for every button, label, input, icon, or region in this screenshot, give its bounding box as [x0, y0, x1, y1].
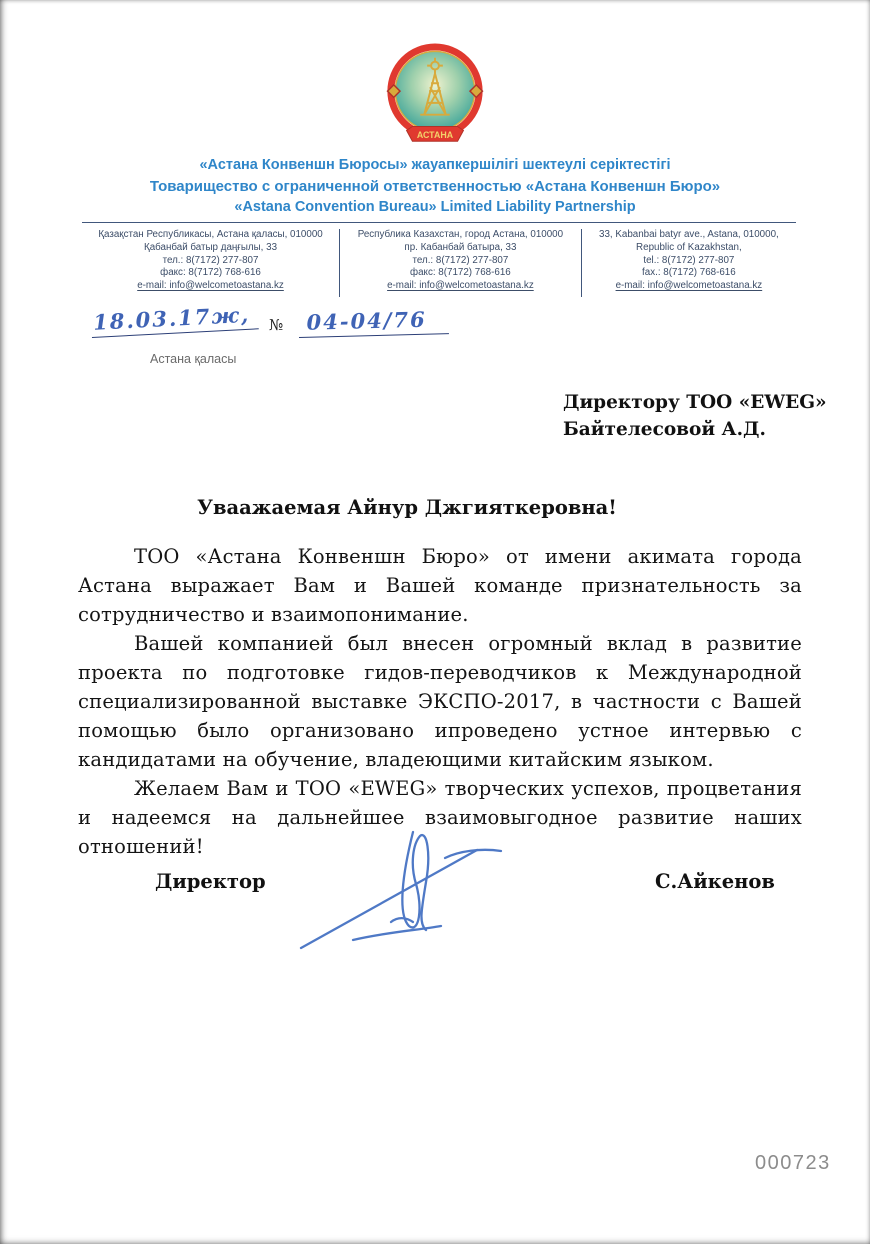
contact-email: e-mail: info@welcometoastana.kz	[615, 280, 763, 292]
handwritten-ref-number: 04-04/76	[299, 306, 450, 338]
contact-line: факс: 8(7172) 768-616	[160, 267, 261, 279]
contact-line: 33, Kabanbai batyr ave., Astana, 010000,	[599, 229, 779, 240]
city-caption: Астана қаласы	[150, 352, 237, 366]
paragraph: Вашей компанией был внесен огромный вклад в развитие проекта по подготовке гидов-переводчиков к Международной специализированной выставке ЭКСПО-2017, в частности с Вашей помощью было организовано ипроведено устное интервью с кандидатами на обучение, владеющими китайским языком.	[78, 632, 802, 771]
contact-line: Қазақстан Республикасы, Астана қаласы, 010000	[98, 229, 323, 240]
contact-line: факс: 8(7172) 768-616	[410, 267, 511, 279]
contact-line: Republic of Kazakhstan,	[636, 241, 742, 253]
recipient-name: Байтелесовой А.Д.	[563, 419, 766, 440]
contact-line: tel.: 8(7172) 277-807	[643, 254, 735, 266]
contact-line: Республика Казахстан, город Астана, 010000	[357, 229, 564, 240]
contact-column-english	[582, 229, 796, 297]
contact-email: e-mail: info@welcometoastana.kz	[387, 280, 534, 292]
stamp-number: 000723	[755, 1152, 831, 1174]
reference-line	[92, 301, 449, 338]
letterhead-line-russian: Товарищество с ограниченной ответственностью «Астана Конвеншн Бюро»	[149, 178, 721, 195]
logo-banner-text: АСТАНА	[416, 129, 454, 140]
contact-email: e-mail: info@welcometoastana.kz	[137, 280, 284, 292]
contact-line: Қабанбай батыр даңғылы, 33	[143, 241, 278, 253]
contact-column-russian	[339, 229, 582, 297]
paragraph: ТОО «Астана Конвеншн Бюро» от имени акимата города Астана выражает Вам и Вашей команде признательность за сотрудничество и взаимопонимание.	[78, 545, 802, 626]
paragraph: Желаем Вам и ТОО «EWEG» творческих успехов, процветания и надеемся на дальнейшее взаимовыгодное развитие наших отношений!	[78, 777, 802, 858]
contact-block	[82, 222, 796, 297]
contact-line: fax.: 8(7172) 768-616	[642, 267, 736, 279]
recipient-title: Директору ТОО «EWEG»	[563, 392, 827, 413]
letter-body	[78, 542, 802, 861]
number-sign-label: №	[269, 316, 284, 334]
handwritten-signature	[295, 826, 510, 966]
salutation: Уваажаемая Айнур Джгияткеровна!	[197, 496, 617, 519]
contact-line: тел.: 8(7172) 277-807	[412, 254, 509, 266]
signer-title: Директор	[155, 870, 266, 893]
contact-column-kazakh	[82, 229, 339, 297]
letterhead-line-english: «Astana Convention Bureau» Limited Liability Partnership	[234, 199, 636, 215]
contact-line: тел.: 8(7172) 277-807	[162, 254, 259, 266]
recipient-block	[563, 389, 827, 443]
astana-emblem-icon	[381, 42, 489, 154]
letterhead-line-kazakh: «Астана Конвеншн Бюросы» жауапкершілігі шектеулі серіктестігі	[199, 157, 671, 173]
signer-name: С.Айкенов	[655, 870, 775, 893]
handwritten-date: 18.03.17ж,	[91, 301, 259, 338]
contact-line: пр. Кабанбай батыра, 33	[404, 241, 517, 253]
letterhead	[0, 155, 870, 218]
